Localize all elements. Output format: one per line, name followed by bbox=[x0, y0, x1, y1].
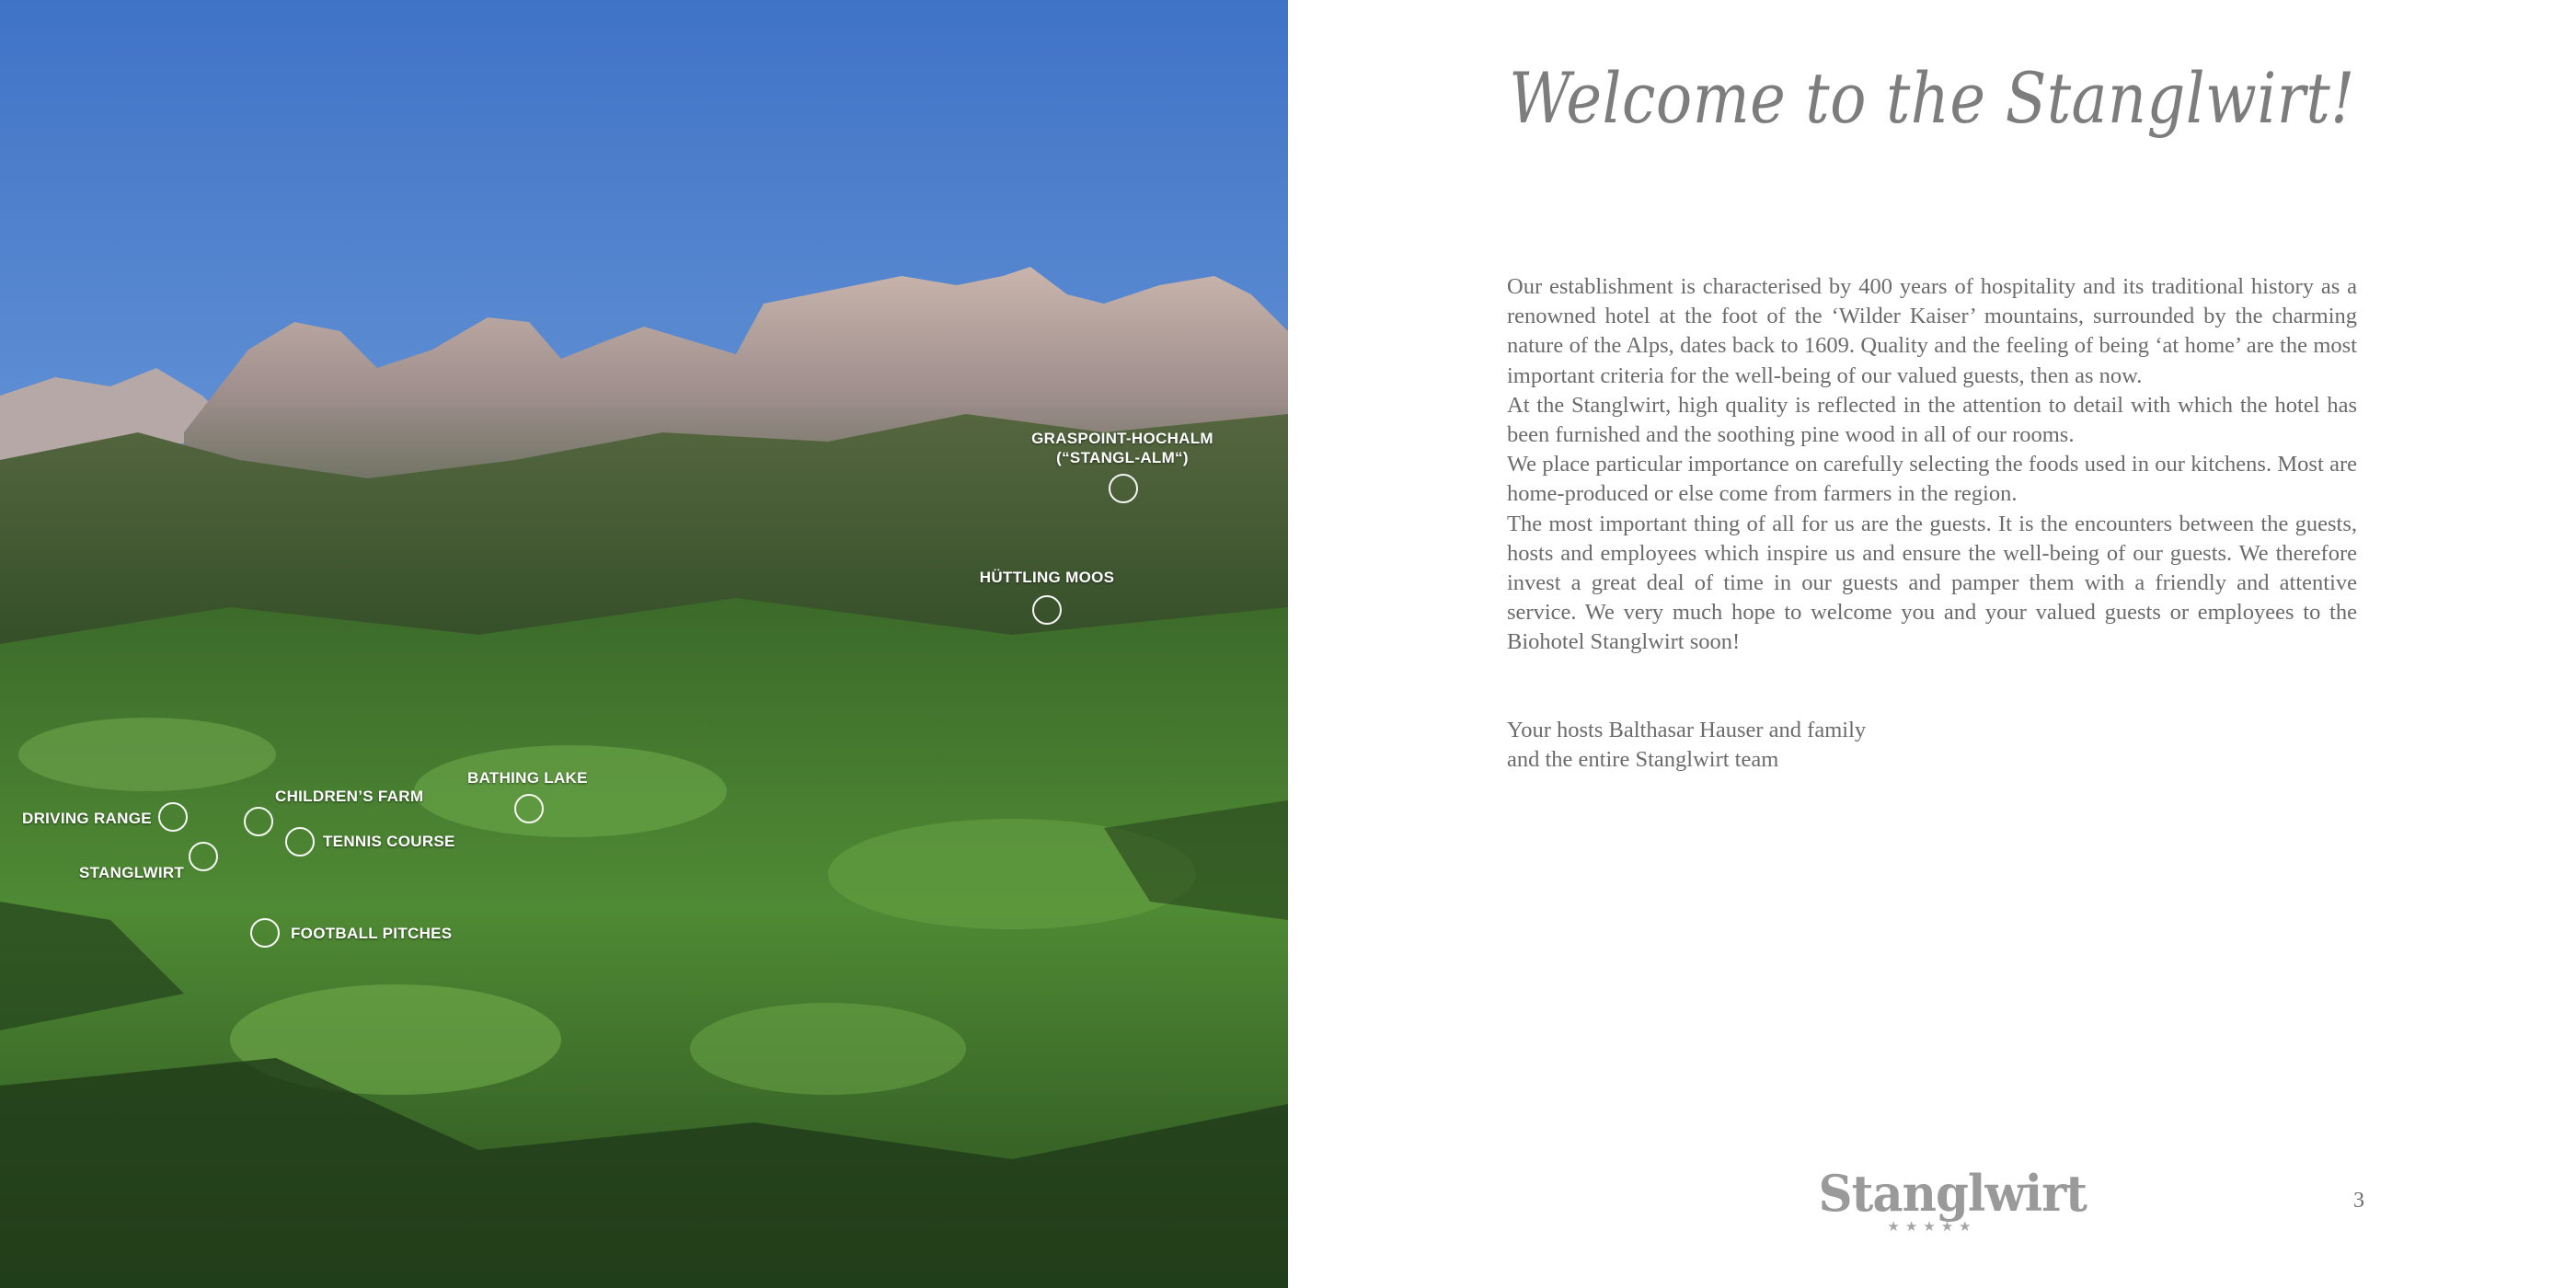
marker-driving-range[interactable] bbox=[158, 802, 188, 832]
signature-line1: Your hosts Balthasar Hauser and family bbox=[1507, 718, 1867, 742]
label-huettling bbox=[955, 568, 1139, 587]
text-page bbox=[1288, 0, 2576, 1288]
label-graspoint-line2: (“STANGL-ALM“) bbox=[1056, 449, 1189, 466]
label-football-text: FOOTBALL PITCHES bbox=[291, 925, 453, 942]
logo-wordmark: Stanglwirt bbox=[1818, 1164, 2087, 1223]
marker-football-pitches[interactable] bbox=[250, 918, 280, 948]
label-bathing-lake bbox=[467, 768, 588, 788]
label-graspoint bbox=[1012, 429, 1233, 467]
paragraph-quality: At the Stanglwirt, high quality is reflected in the attention to detail with which the hotel has been furnished and the soothing pine wood in all of our rooms. bbox=[1507, 392, 2357, 448]
label-driving-range bbox=[22, 809, 152, 828]
label-stanglwirt bbox=[79, 863, 184, 882]
signature-line2: and the entire Stanglwirt team bbox=[1507, 747, 1779, 773]
stanglwirt-logo bbox=[1812, 1164, 2087, 1235]
label-stanglwirt-text: STANGLWIRT bbox=[79, 864, 185, 881]
marker-tennis-course[interactable] bbox=[285, 827, 315, 857]
marker-huettling[interactable] bbox=[1032, 595, 1062, 625]
marker-stanglwirt[interactable] bbox=[189, 842, 218, 871]
logo-stars-icon: ★★★★★ bbox=[1887, 1218, 1977, 1235]
paragraph-foods: We place particular importance on carefully selecting the foods used in our kitchens. Most are home-produced or else come from farmers in the region. bbox=[1507, 452, 2357, 507]
marker-bathing-lake[interactable] bbox=[514, 794, 544, 823]
signature bbox=[1507, 716, 2151, 775]
label-childrens-farm bbox=[275, 787, 423, 806]
marker-graspoint[interactable] bbox=[1109, 474, 1138, 503]
page-title: Welcome to the Stanglwirt! bbox=[1509, 57, 2355, 139]
marker-childrens-farm[interactable] bbox=[244, 807, 273, 836]
label-driving-text: DRIVING RANGE bbox=[22, 810, 152, 827]
paragraph-history: Our establishment is characterised by 400 years of hospitality and its traditional history as a renowned hotel at the foot of the ‘Wilder Kaiser’ mountains, surrounded by the charming nature of the Alps, dates back to 1609. Quality and the feeling of being ‘at home’ are the most important criteria for the well-being of our valued guests, then as now. bbox=[1507, 274, 2357, 388]
body-text bbox=[1507, 272, 2357, 658]
paragraph-guests: The most important thing of all for us are the guests. It is the encounters between the guests, hosts and employees which inspire us and ensure the well-being of our guests. We therefore invest a great deal of time in our guests and pamper them with a friendly and attentive service. We very much hope to welcome you and your valued guests or employees to the Biohotel Stanglwirt soon! bbox=[1507, 511, 2357, 655]
label-huettling-text: HÜTTLING MOOS bbox=[979, 569, 1115, 586]
label-graspoint-line1: GRASPOINT-HOCHALM bbox=[1031, 430, 1213, 447]
label-bathing-text: BATHING LAKE bbox=[467, 769, 588, 787]
label-childrens-text: CHILDREN’S FARM bbox=[275, 788, 424, 805]
label-tennis-course bbox=[323, 832, 455, 851]
page-number: 3 bbox=[2353, 1189, 2364, 1213]
label-football-pitches bbox=[291, 924, 452, 943]
label-tennis-text: TENNIS COURSE bbox=[323, 833, 455, 850]
